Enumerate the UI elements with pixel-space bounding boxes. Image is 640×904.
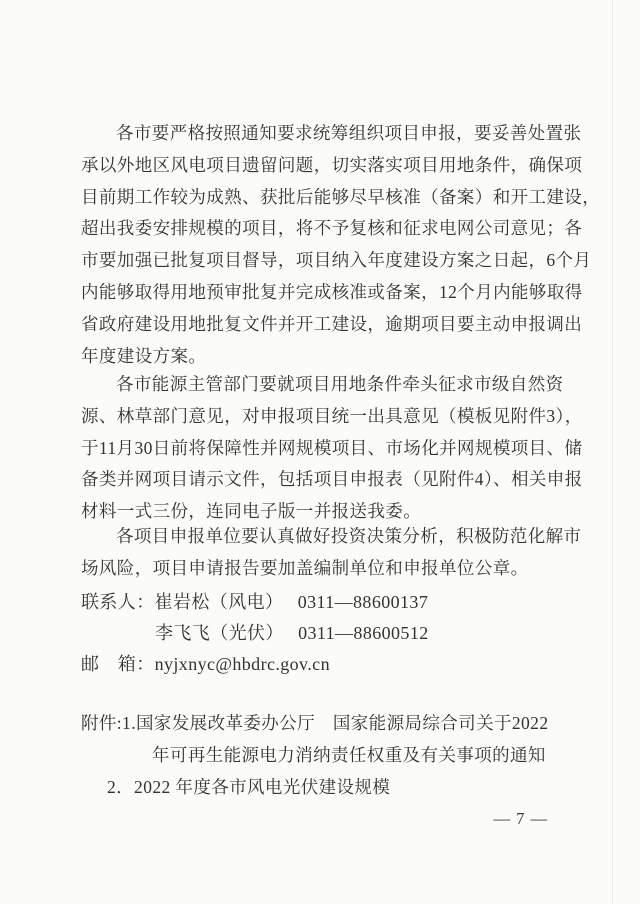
text-line: 材料一式三份，连同电子版一并报送我委。 bbox=[81, 501, 422, 522]
paragraph-investment-decision-analysis bbox=[81, 521, 581, 585]
page-number: — 7 — bbox=[493, 809, 548, 828]
text-line: 备类并网项目请示文件，包括项目申报表（见附件4）、相关申报 bbox=[81, 469, 583, 490]
text-line: 内能够取得用地预审批复并完成核准或备案，12个月内能够取得 bbox=[81, 281, 583, 302]
text-line: 附件:1.国家发展改革委办公厅 国家能源局综合司关于2022 bbox=[81, 713, 549, 733]
text-line: 邮 箱：nyjxnyc@hbdrc.gov.cn bbox=[81, 654, 330, 674]
paragraph-project-application-requirements bbox=[81, 118, 601, 372]
text-line: 2．2022 年度各市风电光伏建设规模 bbox=[107, 777, 391, 797]
attachments-list bbox=[81, 707, 581, 803]
text-line: 各项目申报单位要认真做好投资决策分析，积极防范化解市 bbox=[116, 526, 582, 546]
text-line: 各市能源主管部门要就项目用地条件牵头征求市级自然资 bbox=[116, 374, 564, 394]
text-line: 年度建设方案。 bbox=[81, 345, 207, 366]
text-line: 超出我委安排规模的项目，将不予复核和征求电网公司意见；各 bbox=[81, 218, 583, 239]
text-line: 各市要严格按照通知要求统筹组织项目申报，要妥善处置张 bbox=[116, 123, 582, 143]
text-line: 源、林草部门意见，对申报项目统一出具意见（模板见附件3）， bbox=[81, 405, 583, 426]
text-line: 联系人：崔岩松（风电） 0311—88600137 bbox=[81, 592, 429, 612]
text-line: 李飞飞（光伏） 0311—88600512 bbox=[155, 623, 429, 643]
contact-info-block bbox=[81, 587, 581, 680]
text-line: 场风险，项目申请报告要加盖编制单位和申报单位公章。 bbox=[81, 557, 529, 578]
text-line: 目前期工作较为成熟、获批后能够尽早核准（备案）和开工建设， bbox=[81, 186, 601, 207]
text-line: 省政府建设用地批复文件并开工建设，逾期项目要主动申报调出 bbox=[81, 313, 583, 334]
scan-edge-line bbox=[612, 0, 613, 904]
text-line: 于11月30日前将保障性并网规模项目、市场化并网规模项目、储 bbox=[81, 437, 583, 458]
paragraph-energy-department-procedures bbox=[81, 369, 581, 528]
text-line: 市要加强已批复项目督导，项目纳入年度建设方案之日起，6个月 bbox=[81, 250, 592, 271]
text-line: 承以外地区风电项目遗留问题，切实落实项目用地条件，确保项 bbox=[81, 154, 583, 175]
text-line: 年可再生能源电力消纳责任权重及有关事项的通知 bbox=[152, 745, 546, 765]
